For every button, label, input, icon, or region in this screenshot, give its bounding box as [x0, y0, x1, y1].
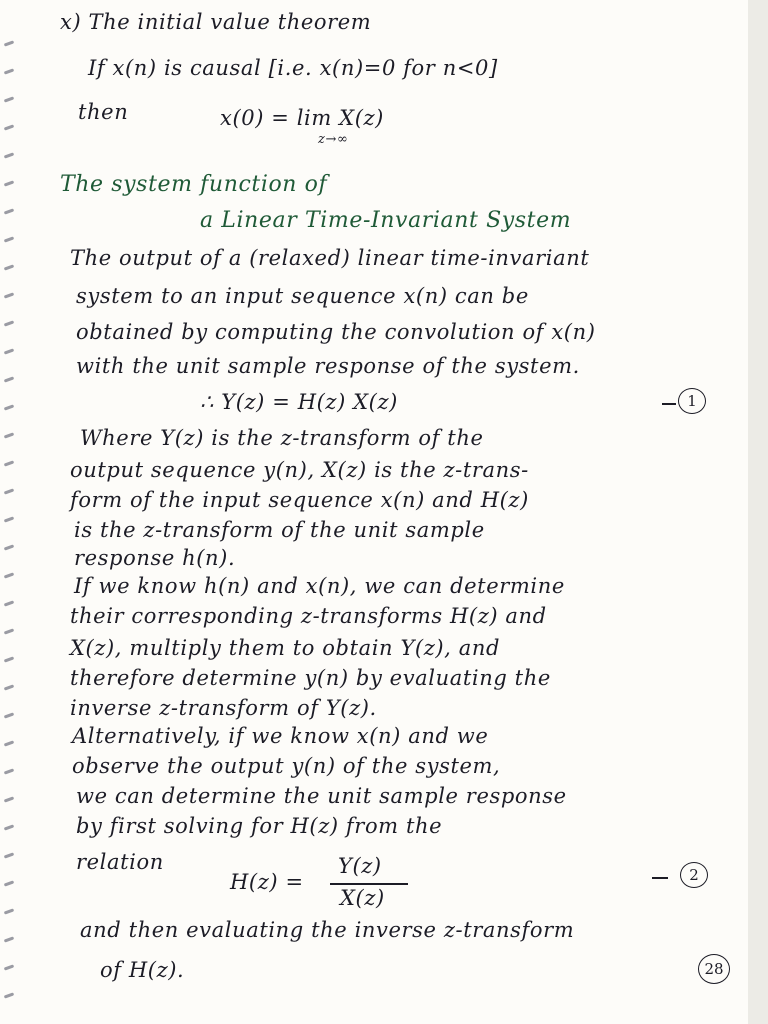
text-line: obtained by computing the convolution of x(n)	[76, 320, 596, 344]
text-line: therefore determine y(n) by evaluating the	[70, 666, 551, 690]
text-line: X(z), multiply them to obtain Y(z), and	[70, 636, 501, 660]
text-line: by first solving for H(z) from the	[76, 814, 443, 838]
text-line: with the unit sample response of the system.	[76, 354, 580, 378]
equation-2-denominator: X(z)	[340, 886, 385, 910]
text-line: Alternatively, if we know x(n) and we	[72, 724, 489, 748]
equation-2-marker: 2	[680, 862, 708, 888]
spiral-binding	[4, 0, 18, 1024]
page-edge	[748, 0, 768, 1024]
text-line: their corresponding z-transforms H(z) and	[70, 604, 547, 628]
text-line: we can determine the unit sample response	[76, 784, 567, 808]
page-number: 28	[698, 954, 730, 984]
theorem-heading: x) The initial value theorem	[60, 10, 372, 34]
limit-subscript: z→∞	[318, 132, 349, 147]
text-line: of H(z).	[100, 958, 185, 982]
text-line: then	[78, 100, 129, 124]
equation-limit: x(0) = lim X(z)	[220, 106, 384, 130]
text-line: relation	[76, 850, 164, 874]
text-line: Where Y(z) is the z-transform of the	[80, 426, 484, 450]
equation-2-numerator: Y(z)	[338, 854, 382, 878]
section-heading-continued: a Linear Time-Invariant System	[200, 208, 572, 233]
text-line: output sequence y(n), X(z) is the z-trans-	[70, 458, 529, 482]
equation-2-lhs: H(z) =	[230, 870, 304, 894]
text-line: system to an input sequence x(n) can be	[76, 284, 529, 308]
text-line: and then evaluating the inverse z-transform	[80, 918, 575, 942]
text-line: If we know h(n) and x(n), we can determine	[74, 574, 565, 598]
text-line: inverse z-transform of Y(z).	[70, 696, 377, 720]
text-line: If x(n) is causal [i.e. x(n)=0 for n<0]	[88, 56, 498, 80]
equation-1-marker: 1	[678, 388, 706, 414]
text-line: is the z-transform of the unit sample	[74, 518, 485, 542]
text-line: form of the input sequence x(n) and H(z)	[70, 488, 529, 512]
text-line: observe the output y(n) of the system,	[72, 754, 501, 778]
text-line: The output of a (relaxed) linear time-invariant	[70, 246, 590, 270]
text-line: response h(n).	[74, 546, 236, 570]
equation-1: ∴ Y(z) = H(z) X(z)	[200, 390, 398, 414]
section-heading: The system function of	[60, 172, 328, 197]
